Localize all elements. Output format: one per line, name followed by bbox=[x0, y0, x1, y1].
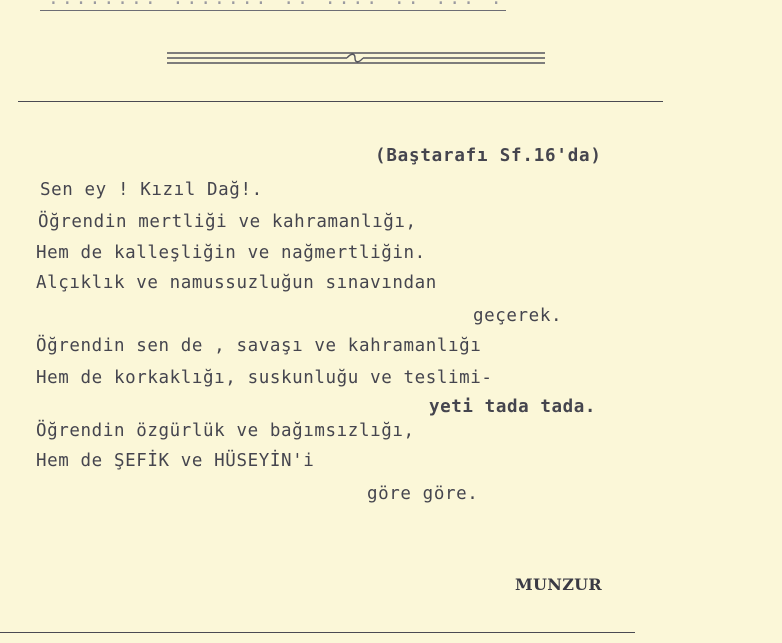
poem-line: Sen ey ! Kızıl Dağ!. bbox=[40, 180, 263, 200]
poem-line: Öğrendin mertliği ve kahramanlığı, bbox=[38, 212, 417, 232]
poem-line: geçerek. bbox=[473, 306, 563, 326]
author-signature: MUNZUR bbox=[515, 575, 603, 594]
poem-line: Hem de kalleşliğin ve nağmertliğin. bbox=[36, 243, 426, 263]
poem-line: Öğrendin özgürlük ve bağımsızlığı, bbox=[36, 421, 415, 441]
poem-line: Öğrendin sen de , savaşı ve kahramanlığı bbox=[36, 336, 482, 356]
poem-line: yeti tada tada. bbox=[429, 397, 597, 417]
bottom-rule bbox=[0, 632, 635, 633]
ornamental-divider bbox=[167, 50, 545, 66]
continuation-note: (Baştarafı Sf.16'da) bbox=[375, 146, 602, 166]
poem-line: Hem de korkaklığı, suskunluğu ve teslimi- bbox=[36, 368, 493, 388]
top-rule bbox=[18, 101, 663, 102]
poem-line: göre göre. bbox=[367, 484, 479, 504]
cropped-top-heading bbox=[40, 0, 506, 11]
poem-line: Alçıklık ve namussuzluğun sınavından bbox=[36, 273, 437, 293]
poem-line: Hem de ŞEFİK ve HÜSEYİN'i bbox=[36, 451, 315, 471]
